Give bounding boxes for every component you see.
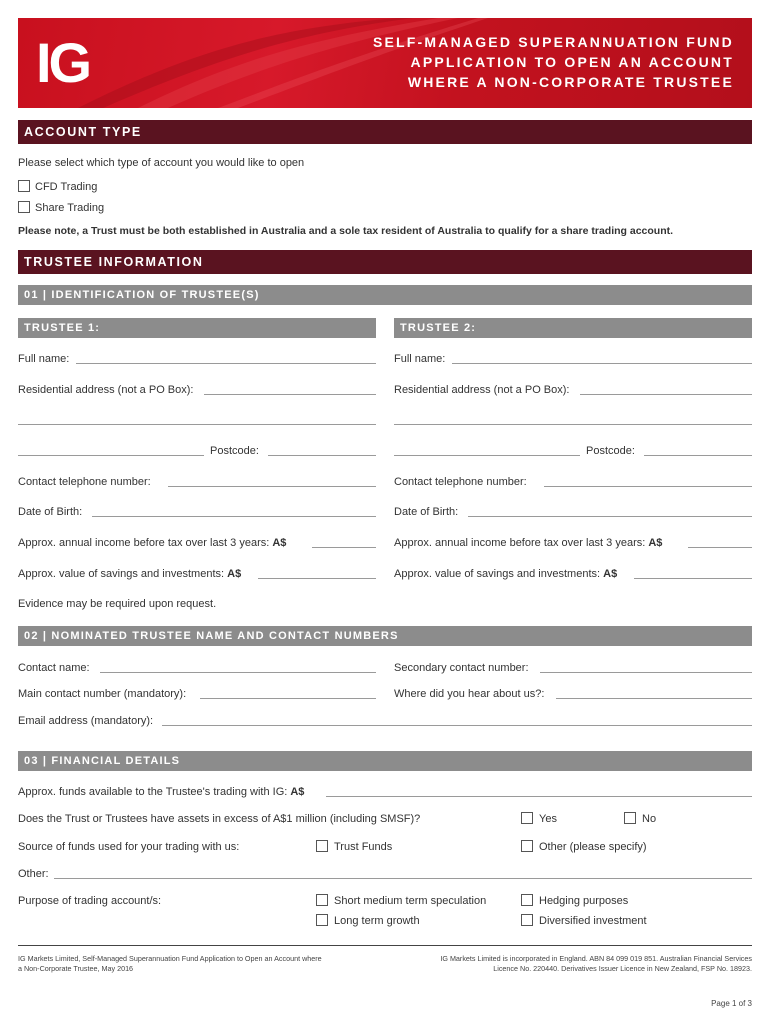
t1-postcode-label: Postcode: [210,445,259,457]
t1-income-label [18,536,286,550]
secondary-contact-field[interactable] [540,672,752,673]
savings-text: Approx. value of savings and investments: [18,568,228,580]
main-contact-label: Main contact number (mandatory): [18,688,187,700]
share-trading-label: Share Trading [35,202,105,214]
hedging-checkbox[interactable] [521,894,533,906]
t2-residential-label: Residential address (not a PO Box): [394,384,570,396]
t2-income-field[interactable] [688,547,752,548]
t1-postcode-field[interactable] [268,455,376,456]
t1-telephone-field[interactable] [168,486,376,487]
subsection-financial-details: 03 | FINANCIAL DETAILS [18,751,752,771]
title-line: SELF-MANAGED SUPERANNUATION FUND [372,34,734,50]
footer-left-line: IG Markets Limited, Self-Managed Superannuation Fund Application to Open an Account where [18,954,322,963]
funds-available-field[interactable] [326,796,752,797]
t2-residential-field-3[interactable] [394,455,580,456]
t2-residential-field-2[interactable] [394,424,752,425]
main-contact-field[interactable] [200,698,376,699]
other-field[interactable] [54,878,752,879]
assets-yes-checkbox[interactable] [521,812,533,824]
other-specify-checkbox[interactable] [521,840,533,852]
assets-no-checkbox[interactable] [624,812,636,824]
t2-telephone-field[interactable] [544,486,752,487]
section-account-type: ACCOUNT TYPE [18,120,752,144]
income-text: Approx. annual income before tax over last 3 years: [394,537,649,549]
page-header [18,18,752,108]
t2-dob-field[interactable] [468,516,752,517]
t2-full-name-field[interactable] [452,363,752,364]
currency-label: A$ [648,537,663,549]
t2-savings-field[interactable] [634,578,752,579]
other-label: Other: [18,868,49,880]
t1-savings-field[interactable] [258,578,376,579]
email-label: Email address (mandatory): [18,715,154,727]
hedging-label: Hedging purposes [539,895,629,907]
funds-available-label [18,785,304,799]
source-of-funds-label: Source of funds used for your trading with us: [18,841,240,853]
t2-postcode-label: Postcode: [586,445,635,457]
t1-residential-field[interactable] [204,394,376,395]
t2-residential-field[interactable] [580,394,752,395]
evidence-note: Evidence may be required upon request. [18,598,217,610]
subsection-nominated-trustee: 02 | NOMINATED TRUSTEE NAME AND CONTACT NUMBERS [18,626,752,646]
trust-funds-checkbox[interactable] [316,840,328,852]
assets-yes-label: Yes [539,813,557,825]
other-specify-label: Other (please specify) [539,841,647,853]
funds-text: Approx. funds available to the Trustee's trading with IG: [18,786,291,798]
footer-left-line: a Non-Corporate Trustee, May 2016 [18,964,134,973]
t1-full-name-field[interactable] [76,363,376,364]
account-type-prompt: Please select which type of account you would like to open [18,157,305,169]
ig-logo: IG [36,31,90,94]
t2-full-name-label: Full name: [394,353,446,365]
cfd-trading-label: CFD Trading [35,181,98,193]
diversified-checkbox[interactable] [521,914,533,926]
hear-about-field[interactable] [556,698,752,699]
currency-label: A$ [290,786,305,798]
t2-telephone-label: Contact telephone number: [394,476,527,488]
trustee-1-header: TRUSTEE 1: [18,318,376,338]
long-term-label: Long term growth [334,915,420,927]
assets-question: Does the Trust or Trustees have assets in excess of A$1 million (including SMSF)? [18,813,421,825]
currency-label: A$ [272,537,287,549]
footer-divider [18,945,752,946]
diversified-label: Diversified investment [539,915,647,927]
t1-residential-field-3[interactable] [18,455,204,456]
t2-income-label [394,536,662,550]
t2-postcode-field[interactable] [644,455,752,456]
t2-savings-label [394,567,617,581]
short-medium-checkbox[interactable] [316,894,328,906]
currency-label: A$ [227,568,242,580]
cfd-trading-checkbox[interactable] [18,180,30,192]
footer-right-line: IG Markets Limited is incorporated in England. ABN 84 099 019 851. Australian Financial Services [440,954,752,963]
title-line: APPLICATION TO OPEN AN ACCOUNT [410,54,734,70]
footer-right [400,954,752,974]
secondary-contact-label: Secondary contact number: [394,662,529,674]
form-title [373,32,734,92]
t1-telephone-label: Contact telephone number: [18,476,151,488]
email-field[interactable] [162,725,752,726]
income-text: Approx. annual income before tax over last 3 years: [18,537,273,549]
page-number: Page 1 of 3 [711,999,752,1008]
footer-left [18,954,358,974]
t1-savings-label [18,567,241,581]
t1-dob-label: Date of Birth: [18,506,83,518]
t1-full-name-label: Full name: [18,353,70,365]
subsection-identification: 01 | IDENTIFICATION OF TRUSTEE(S) [18,285,752,305]
trustee-2-header: TRUSTEE 2: [394,318,752,338]
purpose-label: Purpose of trading account/s: [18,895,162,907]
share-trading-note: Please note, a Trust must be both established in Australia and a sole tax resident of Australia to qualify for a share trading account. [18,225,674,237]
contact-name-label: Contact name: [18,662,90,674]
currency-label: A$ [603,568,618,580]
assets-no-label: No [642,813,657,825]
contact-name-field[interactable] [100,672,376,673]
t2-dob-label: Date of Birth: [394,506,459,518]
t1-residential-label: Residential address (not a PO Box): [18,384,194,396]
section-trustee-information: TRUSTEE INFORMATION [18,250,752,274]
footer-right-line: Licence No. 220440. Derivatives Issuer Licence in New Zealand, FSP No. 18923. [493,964,752,973]
t1-income-field[interactable] [312,547,376,548]
share-trading-checkbox[interactable] [18,201,30,213]
title-line: WHERE A NON-CORPORATE TRUSTEE [407,74,734,90]
long-term-checkbox[interactable] [316,914,328,926]
t1-residential-field-2[interactable] [18,424,376,425]
t1-dob-field[interactable] [92,516,376,517]
hear-about-label: Where did you hear about us?: [394,688,545,700]
short-medium-label: Short medium term speculation [334,895,487,907]
savings-text: Approx. value of savings and investments: [394,568,604,580]
trust-funds-label: Trust Funds [334,841,393,853]
